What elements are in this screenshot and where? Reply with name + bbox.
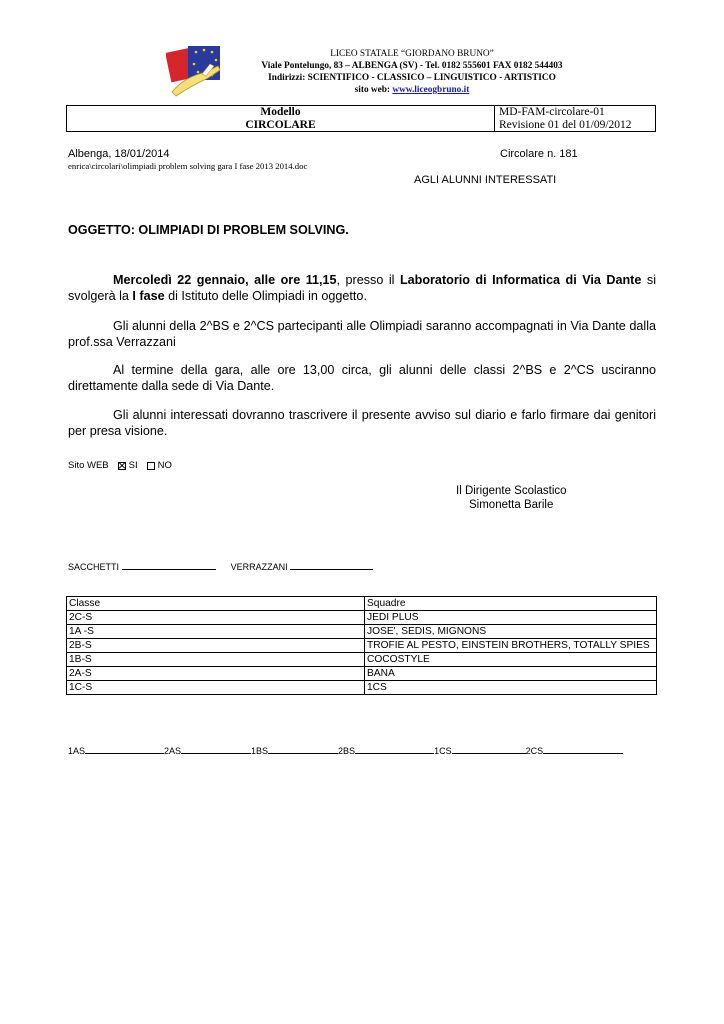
school-name: LICEO STATALE “GIORDANO BRUNO” xyxy=(330,49,494,59)
table-row xyxy=(67,611,657,625)
table-header-row xyxy=(67,597,657,611)
p1-text1: , presso il xyxy=(336,273,400,287)
paragraph-2 xyxy=(68,318,656,350)
class-label-1as: 1AS xyxy=(68,746,86,756)
sign-label-sacchetti: SACCHETTI xyxy=(68,562,120,572)
sito-web-no: NO xyxy=(157,460,172,471)
cell-classe: 2B-S xyxy=(67,639,365,653)
paragraph-1 xyxy=(68,272,656,304)
class-line xyxy=(543,745,623,754)
p1-text2: si svolgerà la xyxy=(68,273,656,303)
header-squadre: Squadre xyxy=(365,597,657,611)
addressee: AGLI ALUNNI INTERESSATI xyxy=(414,174,557,186)
cell-classe: 1B-S xyxy=(67,653,365,667)
class-sign-lines xyxy=(68,745,623,756)
cell-classe: 2A-S xyxy=(67,667,365,681)
p1-bold2: Laboratorio di Informatica di Via Dante xyxy=(399,273,642,287)
school-logo xyxy=(166,42,226,98)
p1-bold3: I fase xyxy=(132,289,165,303)
checkbox-no[interactable] xyxy=(147,462,155,470)
table-row xyxy=(67,681,657,695)
website-link[interactable]: www.liceogbruno.it xyxy=(392,85,470,95)
paragraph-4 xyxy=(68,407,656,439)
table-row xyxy=(67,625,657,639)
modello-revision: Revisione 01 del 01/09/2012 xyxy=(499,118,632,131)
class-line xyxy=(85,745,164,754)
class-label-2bs: 2BS xyxy=(338,746,356,756)
cell-squadre: COCOSTYLE xyxy=(365,653,657,667)
document-date: Albenga, 18/01/2014 xyxy=(68,148,170,160)
class-label-2as: 2AS xyxy=(164,746,182,756)
class-line xyxy=(268,745,338,754)
subject-line: OGGETTO: OLIMPIADI DI PROBLEM SOLVING. xyxy=(68,223,349,237)
sito-web-options xyxy=(68,460,172,471)
modello-title xyxy=(67,106,495,131)
school-address: Viale Pontelungo, 83 – ALBENGA (SV) - Tel. 0182 555601 FAX 0182 544403 xyxy=(261,61,563,71)
circolare-number: Circolare n. 181 xyxy=(500,148,578,160)
p2-text: Gli alunni della 2^BS e 2^CS partecipanti alle Olimpiadi saranno accompagnati in Via Dante dalla prof.ssa Verrazzani xyxy=(68,319,656,349)
p1-text3: di Istituto delle Olimpiadi in oggetto. xyxy=(164,289,367,303)
table-row xyxy=(67,667,657,681)
school-website xyxy=(232,84,592,96)
table-row xyxy=(67,653,657,667)
modello-code-text: MD-FAM-circolare-01 xyxy=(499,106,605,118)
cell-squadre: TROFIE AL PESTO, EINSTEIN BROTHERS, TOTALLY SPIES xyxy=(365,639,657,653)
sign-label-verrazzani: VERRAZZANI xyxy=(230,562,288,572)
cell-classe: 1A -S xyxy=(67,625,365,639)
signature-name: Simonetta Barile xyxy=(469,499,554,511)
class-label-1bs: 1BS xyxy=(251,746,269,756)
p4-text: Gli alunni interessati dovranno trascrivere il presente avviso sul diario e farlo firmare dai genitori per presa visione. xyxy=(68,408,656,438)
class-line xyxy=(452,745,526,754)
modello-code xyxy=(495,106,655,131)
modello-line1: Modello xyxy=(260,106,301,118)
class-line xyxy=(181,745,251,754)
p3-text: Al termine della gara, alle ore 13,00 circa, gli alunni delle classi 2^BS e 2^CS usciranno direttamente dalla sede di Via Dante. xyxy=(68,363,656,393)
class-line xyxy=(355,745,434,754)
teacher-sign-lines xyxy=(68,561,373,572)
class-label-1cs: 1CS xyxy=(434,746,452,756)
cell-squadre: JEDI PLUS xyxy=(365,611,657,625)
cell-squadre: JOSE', SEDIS, MIGNONS xyxy=(365,625,657,639)
sito-web-si: SI xyxy=(128,460,138,471)
header-classe: Classe xyxy=(67,597,365,611)
cell-squadre: BANA xyxy=(365,667,657,681)
cell-squadre: 1CS xyxy=(365,681,657,695)
sign-line-sacchetti xyxy=(122,561,216,570)
school-header xyxy=(232,48,592,96)
teams-table xyxy=(66,596,657,695)
table-row xyxy=(67,639,657,653)
website-label: sito web: xyxy=(354,85,393,95)
sito-web-label: Sito WEB xyxy=(68,460,109,471)
cell-classe: 2C-S xyxy=(67,611,365,625)
p1-bold1: Mercoledì 22 gennaio, alle ore 11,15 xyxy=(113,273,337,287)
paragraph-3 xyxy=(68,362,656,394)
file-path: enrica\circolari\olimpiadi problem solving gara I fase 2013 2014.doc xyxy=(68,161,308,171)
class-label-2cs: 2CS xyxy=(525,746,544,756)
cell-classe: 1C-S xyxy=(67,681,365,695)
modello-box xyxy=(66,105,656,132)
modello-line2: CIRCOLARE xyxy=(245,118,316,131)
school-indirizzi: Indirizzi: SCIENTIFICO - CLASSICO – LINGUISTICO - ARTISTICO xyxy=(268,73,556,83)
sign-line-verrazzani xyxy=(290,561,373,570)
checkbox-si-checked[interactable] xyxy=(118,462,126,470)
signature-role: Il Dirigente Scolastico xyxy=(456,485,567,497)
